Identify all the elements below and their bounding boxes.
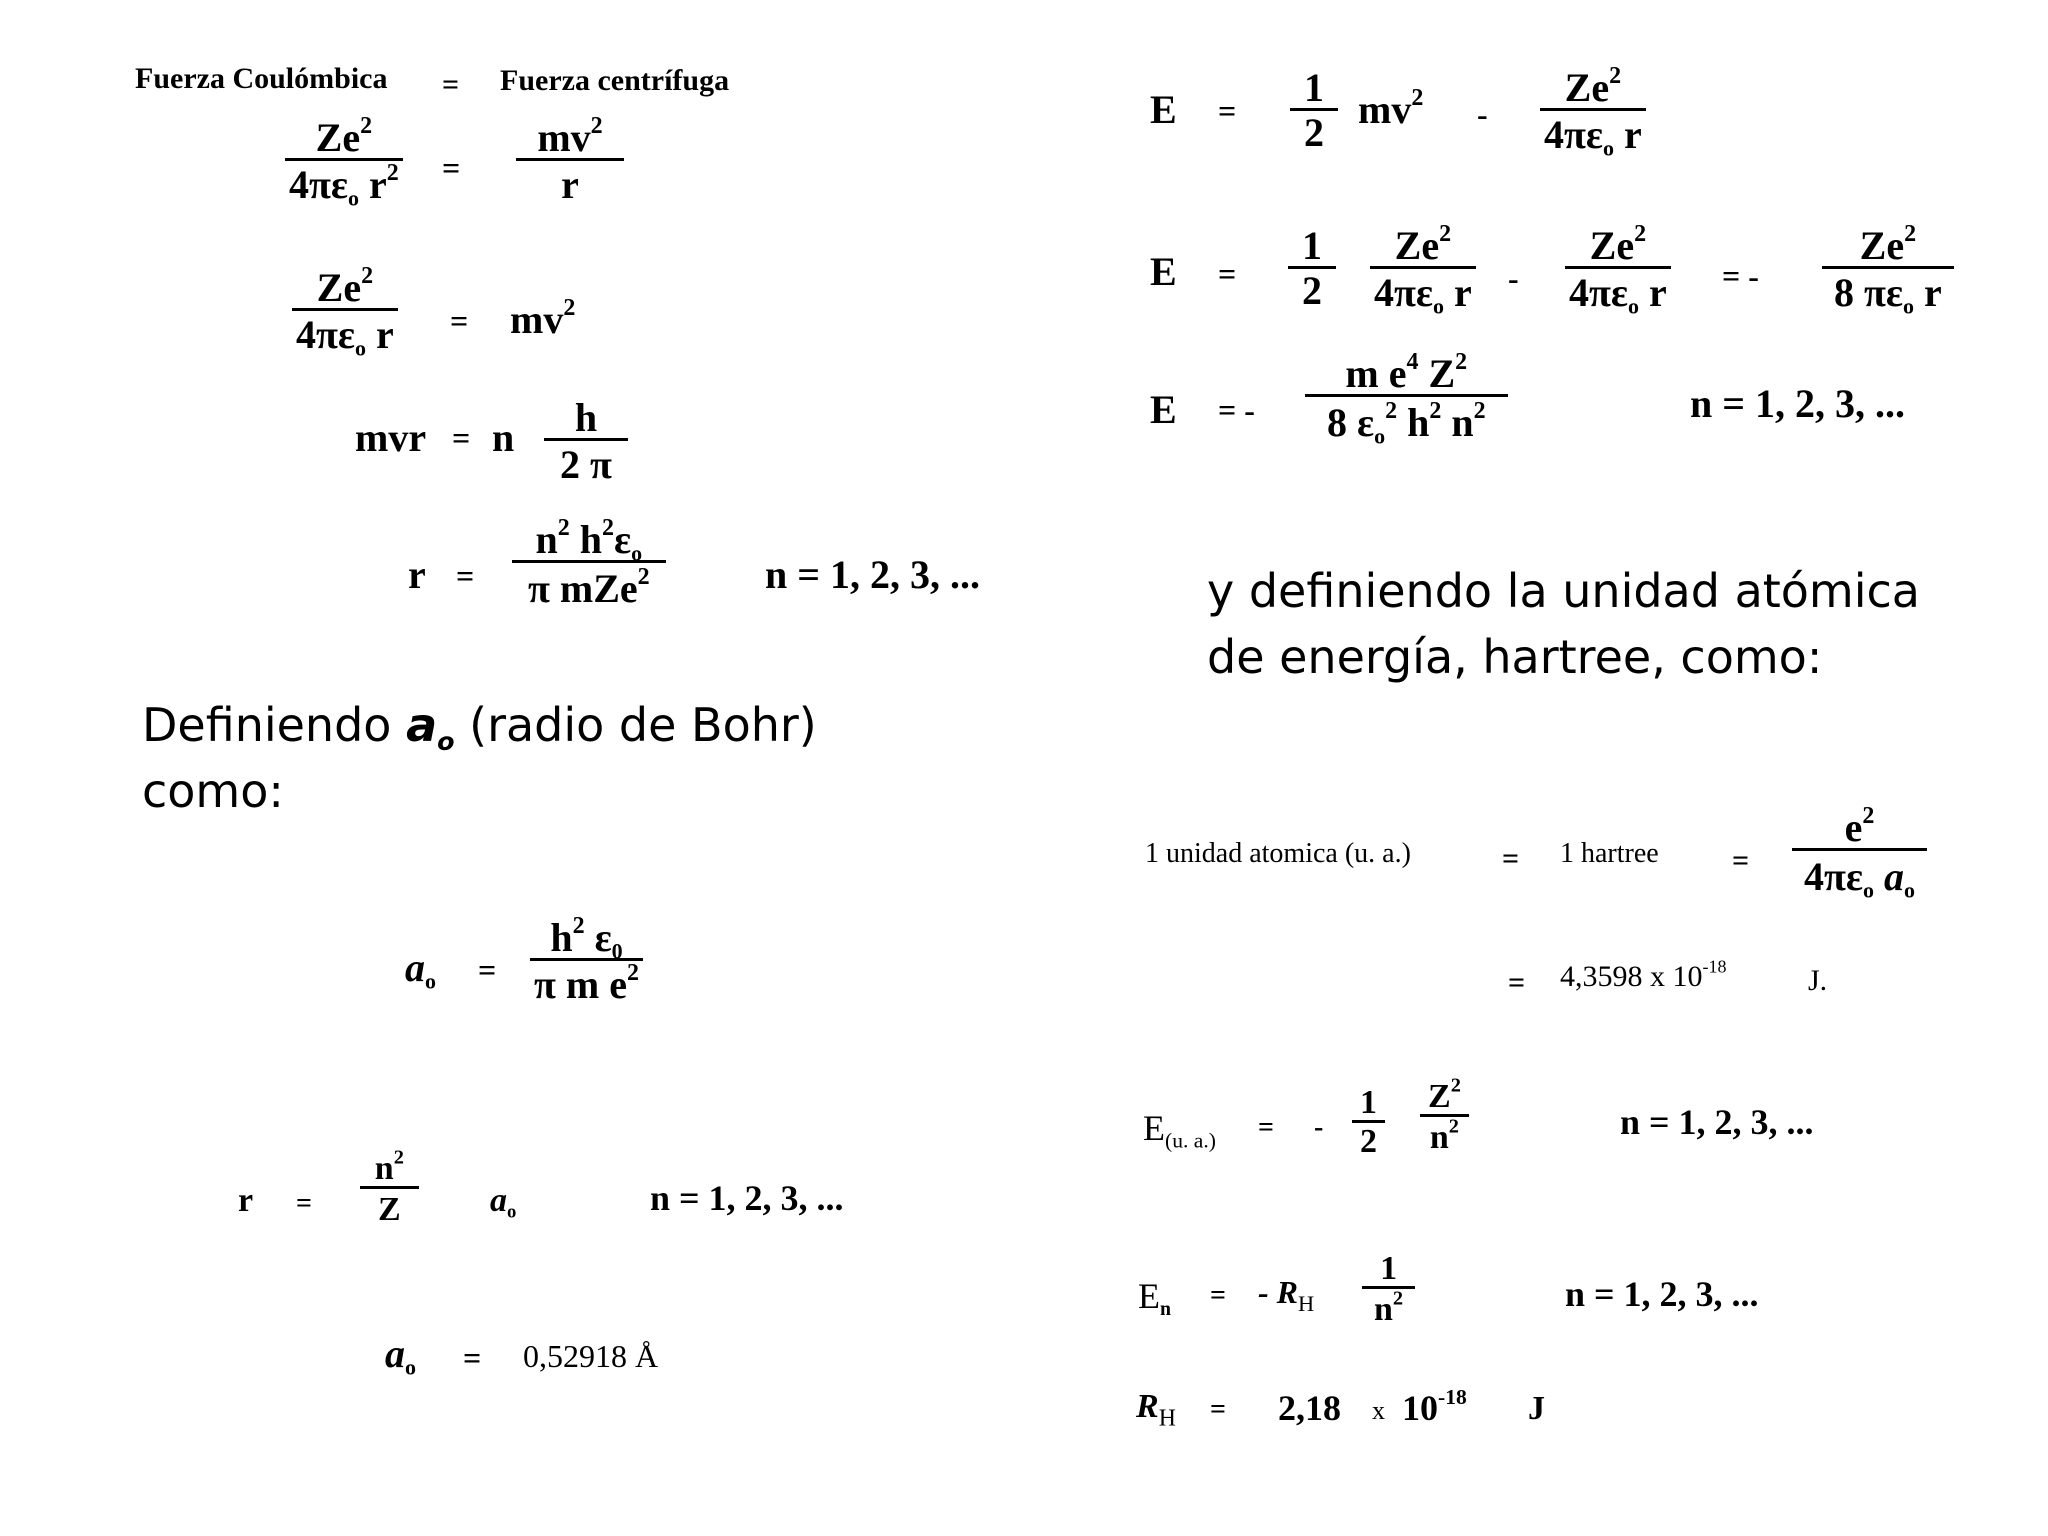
eq4-num-tail: ε — [614, 517, 632, 562]
hartree-definition — [1207, 558, 1920, 690]
eq2-num-sup: 2 — [361, 263, 374, 289]
eqA-f2-num: Ze — [1564, 65, 1610, 110]
eqF-lhs: $E_{(u. a.)}$ — [1143, 1108, 1216, 1153]
eqF-condition: n = 1, 2, 3, ... — [1620, 1102, 1814, 1142]
eqB-f2-num: Ze — [1394, 223, 1440, 268]
eq2-den-sub: o — [355, 335, 367, 361]
eqG-lhs: $E_n$ — [1138, 1276, 1172, 1320]
eq5-den-sup: 2 — [627, 960, 639, 986]
def-text-b: (radio de Bohr) — [454, 698, 817, 752]
eqG-mid: - $R_H$ — [1258, 1274, 1315, 1316]
eqA-equals: = — [1218, 93, 1237, 129]
eq6-num-sup: 2 — [393, 1146, 404, 1169]
eqD-equals2: = — [1732, 844, 1750, 877]
eqA-f2-den: 4πε — [1544, 112, 1604, 157]
eqD-equals: = — [1502, 842, 1520, 875]
eqE-equals: = — [1508, 966, 1526, 999]
eqB-f3-den: 4πε — [1569, 270, 1629, 315]
eq5-num-sup: 2 — [572, 913, 585, 939]
hartree-def-line2: de energía, hartree, como: — [1207, 630, 1823, 684]
def-text-a: Definiendo — [142, 698, 407, 752]
eqD-num-sup: 2 — [1862, 803, 1875, 829]
eqF-minus: - — [1314, 1112, 1324, 1143]
eq1-equals: = — [442, 150, 461, 186]
hartree-def-line1: y definiendo la unidad atómica — [1207, 564, 1920, 618]
eqC-num-tail: Z — [1418, 351, 1456, 396]
eq1-num-sup: 2 — [360, 113, 373, 139]
eqB-equals: = — [1218, 256, 1237, 292]
eqB-minus: - — [1508, 260, 1519, 296]
eqD-den: 4πε — [1804, 854, 1864, 899]
eq3-den: 2 π — [560, 442, 612, 487]
eq2-num: Ze — [316, 265, 362, 310]
eqE-value: 4,3598 x $10^{-18}$ — [1560, 956, 1727, 993]
eq1-num: Ze — [315, 115, 361, 160]
eqF-f2-num: Z — [1428, 1078, 1451, 1115]
eqA-f2-num-sup: 2 — [1609, 63, 1622, 89]
eq4-den: π mZe — [528, 566, 638, 611]
eqH-unit: J — [1528, 1390, 1545, 1427]
eq3-n: n — [492, 415, 515, 460]
eq1-rden: r — [561, 162, 579, 207]
eqD-den-tail: a — [1874, 854, 1905, 899]
eqC-num: m e — [1345, 351, 1407, 396]
eqC-condition: n = 1, 2, 3, ... — [1690, 381, 1906, 426]
eqB-f3-den-sub: o — [1628, 293, 1640, 319]
eqA-f2-den-tail: r — [1614, 112, 1642, 157]
eqA-minus: - — [1477, 96, 1488, 132]
eqG-den: n — [1374, 1291, 1393, 1328]
eqD-den-tail-sub: o — [1904, 877, 1916, 903]
eqC-equals: = - — [1218, 392, 1255, 428]
eq2-rhs — [510, 295, 576, 342]
eqC-den-mid-sup: 2 — [1429, 398, 1442, 424]
eqB-f2-den: 4πε — [1374, 270, 1434, 315]
eq4-den-sup: 2 — [637, 564, 650, 590]
eq2-rhs-sup: 2 — [563, 295, 576, 321]
eq4-num-mid-sup: 2 — [602, 515, 615, 541]
eq6-rhs: $a_o$ — [490, 1182, 517, 1223]
eqB-f3-num: Ze — [1589, 223, 1635, 268]
eqF-equals: = — [1258, 1112, 1274, 1143]
eq4-lhs: r — [408, 552, 426, 597]
eq5-num-tail: ε — [584, 915, 612, 960]
eq5-den: π m e — [534, 962, 627, 1007]
eq2-den: 4πε — [296, 312, 356, 357]
eqB-f4-den-sub: o — [1903, 293, 1915, 319]
eq1-rnum: mv — [537, 115, 591, 160]
heading-coulomb: Fuerza Coulómbica — [135, 62, 388, 95]
eqB-f1-num: 1 — [1302, 223, 1322, 268]
eq1-den-sub: o — [348, 185, 360, 211]
eq7-value: 0,52918 Å — [523, 1338, 659, 1374]
eqB-f4-den: 8 πε — [1834, 270, 1904, 315]
eqD-mid: 1 hartree — [1560, 838, 1659, 869]
eq5-equals: = — [478, 952, 497, 988]
eq2-equals: = — [450, 303, 469, 339]
eqH-equals: = — [1210, 1394, 1226, 1425]
eq3-lhs: mvr — [355, 415, 427, 460]
eqD-den-sub: o — [1863, 877, 1875, 903]
eq1-den-tail-sup: 2 — [386, 160, 399, 186]
def-a0-symbol: $a_o$ — [406, 698, 455, 756]
eqC-lhs: E — [1150, 387, 1177, 432]
eq7-lhs: $a_o$ — [385, 1331, 416, 1380]
eqH-times: x — [1372, 1396, 1385, 1425]
eqC-den: 8 ε — [1327, 400, 1375, 445]
eq7-equals: = — [463, 1340, 482, 1376]
heading-equals: = — [442, 68, 460, 101]
eq3-num: h — [574, 395, 598, 440]
eq5-num-tail-sub: 0 — [611, 938, 623, 964]
eqF-f1-num: 1 — [1360, 1084, 1377, 1121]
eqC-num-sup: 4 — [1406, 349, 1419, 375]
eqB-f4-num: Ze — [1859, 223, 1905, 268]
eqF-f2-den-sup: 2 — [1448, 1115, 1459, 1138]
eqC-den-mid: h — [1397, 400, 1430, 445]
eqB-f2-num-sup: 2 — [1439, 221, 1452, 247]
eqB-f3-num-sup: 2 — [1634, 221, 1647, 247]
eq1-den-tail: r — [359, 162, 387, 207]
eqB-f3-den-tail: r — [1639, 270, 1667, 315]
eq2-rhs-text: mv — [510, 297, 564, 342]
heading-centrifugal: Fuerza centrífuga — [500, 64, 730, 97]
eqC-den-sub: o — [1374, 423, 1386, 449]
eqH-value: 2,18 — [1278, 1388, 1341, 1428]
eq6-lhs: r — [238, 1182, 254, 1219]
eqD-lhs: 1 unidad atomica (u. a.) — [1145, 838, 1411, 869]
eq4-condition: n = 1, 2, 3, ... — [765, 552, 981, 597]
eqE-unit: J. — [1808, 964, 1828, 997]
eq6-equals: = — [296, 1188, 312, 1219]
eqC-den-sup: 2 — [1385, 398, 1398, 424]
eqG-equals: = — [1210, 1280, 1226, 1311]
bohr-radius-definition — [142, 692, 817, 824]
eqA-f1-num: 1 — [1304, 65, 1324, 110]
eqB-equals-minus: = - — [1722, 258, 1759, 294]
eq4-equals: = — [456, 558, 475, 594]
eqA-f1-den: 2 — [1304, 110, 1324, 155]
eq1-rnum-sup: 2 — [590, 113, 603, 139]
eqC-den-tail-sup: 2 — [1473, 398, 1486, 424]
eqC-num-tail-sup: 2 — [1455, 349, 1468, 375]
eq1-den: 4πε — [289, 162, 349, 207]
eqA-f2-den-sub: o — [1603, 135, 1615, 161]
eqF-f2-num-sup: 2 — [1450, 1074, 1461, 1097]
eq4-num-mid: h — [569, 517, 603, 562]
eqG-den-sup: 2 — [1392, 1287, 1404, 1310]
eqA-lhs: E — [1150, 87, 1177, 132]
eq5-num: h — [550, 915, 573, 960]
eqH-power: $10^{-18}$ — [1402, 1384, 1467, 1428]
eq6-num: n — [374, 1150, 394, 1187]
eq2-den-tail: r — [366, 312, 394, 357]
eqC-den-tail: n — [1441, 400, 1474, 445]
eqH-lhs: $R_H$ — [1136, 1388, 1176, 1432]
eq6-den: Z — [378, 1191, 401, 1228]
eqB-f2-den-tail: r — [1444, 270, 1472, 315]
eqG-condition: n = 1, 2, 3, ... — [1565, 1274, 1759, 1314]
eq4-num-tail-sub: o — [631, 540, 643, 566]
eqA-mid: $mv^2$ — [1358, 85, 1424, 132]
eq5-lhs: $a_o$ — [405, 945, 436, 994]
eq4-num: n — [535, 517, 558, 562]
eqB-f4-den-tail: r — [1914, 270, 1942, 315]
eq6-condition: n = 1, 2, 3, ... — [650, 1178, 844, 1218]
eqG-num: 1 — [1380, 1250, 1398, 1287]
eq3-equals: = — [452, 420, 471, 456]
eq4-num-sup: 2 — [557, 515, 570, 541]
def-text-como: como: — [142, 764, 284, 818]
eqB-f2-den-sub: o — [1433, 293, 1445, 319]
eqF-f1-den: 2 — [1360, 1123, 1377, 1160]
eqB-f1-den: 2 — [1302, 268, 1322, 313]
eqB-f4-num-sup: 2 — [1904, 221, 1917, 247]
eqB-lhs: E — [1150, 249, 1177, 294]
eqF-f2-den: n — [1429, 1119, 1449, 1156]
eqD-num: e — [1844, 805, 1863, 850]
